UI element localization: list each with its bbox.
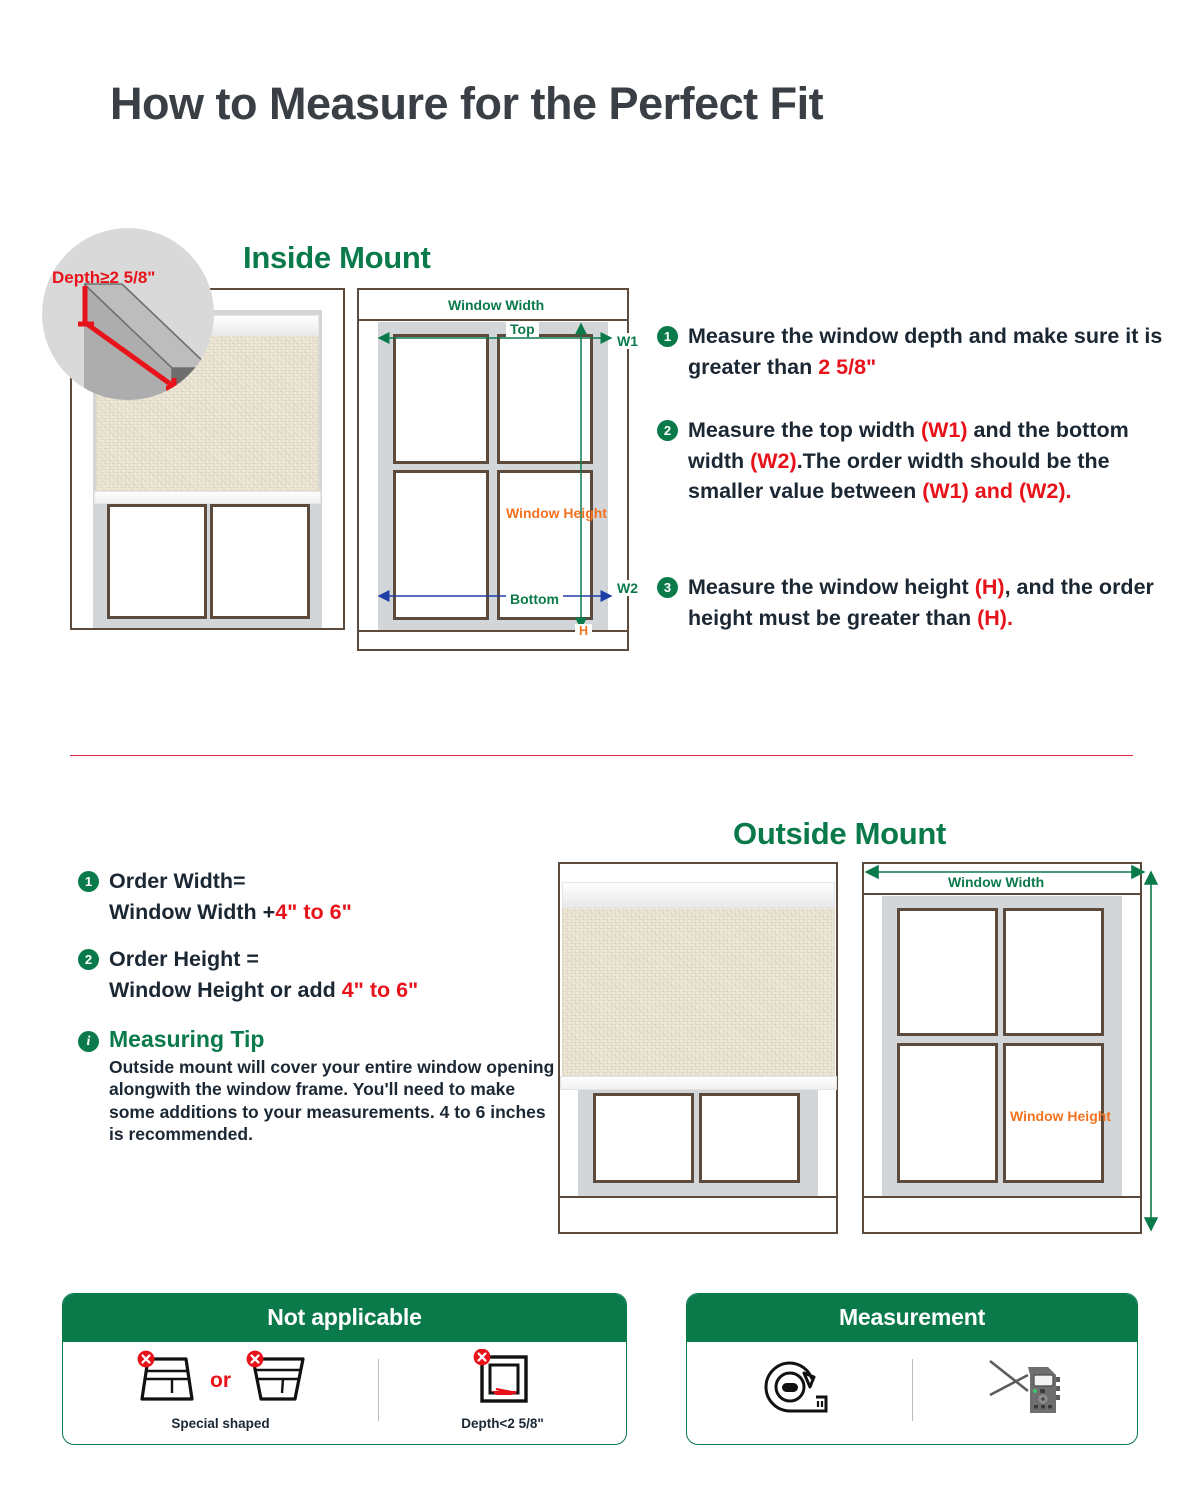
- inside-mount-heading: Inside Mount: [243, 240, 431, 275]
- measuring-tip: [78, 1026, 558, 1146]
- step-text-part: , and the order height must be greater than: [688, 575, 1154, 630]
- depth-callout-label: Depth≥2 5/8": [52, 268, 156, 287]
- step-text-highlight: (W1) and (W2).: [922, 479, 1072, 504]
- tape-measure-icon: [760, 1357, 838, 1424]
- step-text-highlight: 2 5/8": [818, 354, 877, 379]
- step-text-highlight: 4" to 6": [341, 977, 419, 1002]
- outside-step-2: [78, 944, 548, 1005]
- label-w2: W2: [613, 580, 642, 596]
- depth-callout-circle: [42, 228, 214, 400]
- outside-dimension-arrows-svg: [855, 858, 1165, 1243]
- step-text-highlight: 4" to 6": [275, 899, 352, 924]
- label-window-height-inside-text: Window Height: [506, 505, 607, 521]
- page-title: How to Measure for the Perfect Fit: [110, 78, 824, 129]
- step-text-highlight: (H): [974, 575, 1005, 599]
- tip-body: Outside mount will cover your entire window opening alongwith the window frame. You'll need to make some additions to your measurements. 4 to 6 inches is recommended.: [109, 1057, 555, 1145]
- step-badge: 2: [78, 949, 99, 970]
- dimension-arrows-svg: [357, 288, 647, 658]
- step-text: [109, 944, 418, 1005]
- step-text-highlight: (W2): [750, 448, 797, 473]
- step-text-highlight: (H).: [977, 605, 1013, 630]
- step-text-part: Order Width=: [109, 869, 246, 893]
- trapezoid-wide-bottom-blind-icon: [134, 1349, 196, 1412]
- depth-detail-svg: [42, 228, 214, 400]
- step-text-part: Measure the window height: [688, 575, 975, 599]
- inside-step-3: [657, 572, 1182, 633]
- tape-measure-cell: [687, 1342, 912, 1438]
- label-window-width-inside: Window Width: [444, 297, 548, 313]
- step-text-part: Measure the top width: [688, 418, 921, 442]
- label-top: Top: [506, 321, 539, 337]
- label-window-width-outside: Window Width: [944, 874, 1048, 890]
- or-label: or: [210, 1368, 231, 1392]
- step-text-part: .The order width should be the smaller value between: [688, 448, 1110, 504]
- label-h: H: [575, 624, 592, 638]
- step-text-part: Measure the window depth and make sure it is greater than: [688, 324, 1163, 379]
- shade-bottomrail: [560, 1076, 837, 1090]
- outside-step-1: [78, 866, 548, 927]
- laser-measure-cell: [913, 1342, 1138, 1438]
- step-text-part: and the bottom width: [688, 418, 1129, 473]
- measurement-body: [687, 1342, 1137, 1438]
- shade-headrail: [562, 882, 835, 908]
- step-badge: 1: [657, 326, 678, 347]
- tip-title: Measuring Tip: [109, 1026, 265, 1052]
- inside-step-1: [657, 321, 1182, 382]
- step-text-part: Window Width +: [109, 899, 276, 924]
- shade-bottomrail: [94, 491, 321, 504]
- laser-distance-measure-icon: [984, 1355, 1066, 1426]
- step-text: [109, 866, 352, 927]
- shallow-depth-caption: Depth<2 5/8": [461, 1416, 544, 1431]
- step-badge: 2: [657, 420, 678, 441]
- outside-mount-heading: Outside Mount: [733, 816, 947, 851]
- step-badge: 1: [78, 871, 99, 892]
- shade-fabric: [562, 908, 835, 1076]
- shallow-window-depth-icon: [472, 1349, 534, 1412]
- label-window-height-outside: Window Height: [1010, 1108, 1111, 1124]
- step-text-highlight: (W1): [920, 418, 968, 442]
- not-applicable-card: [62, 1293, 627, 1445]
- label-bottom: Bottom: [506, 591, 563, 607]
- step-text: [688, 572, 1182, 633]
- trapezoid-narrow-bottom-blind-icon: [245, 1349, 307, 1412]
- inside-step-2: [657, 415, 1182, 507]
- not-applicable-title: Not applicable: [63, 1294, 626, 1342]
- step-text-part: Window Height or add: [109, 977, 342, 1002]
- section-divider: [70, 755, 1133, 756]
- label-w1: W1: [613, 333, 642, 349]
- special-shaped-caption: Special shaped: [171, 1416, 270, 1431]
- special-shaped-cell: [63, 1342, 378, 1438]
- tip-content: [109, 1026, 558, 1146]
- special-shaped-icons: [134, 1349, 307, 1412]
- label-window-height-inside: [506, 505, 607, 521]
- shallow-depth-cell: [379, 1342, 626, 1438]
- measurement-card: [686, 1293, 1138, 1445]
- step-text: [688, 415, 1182, 507]
- step-text-part: Order Height =: [109, 947, 259, 971]
- step-text: [688, 321, 1182, 382]
- measurement-title: Measurement: [687, 1294, 1137, 1342]
- info-icon: i: [78, 1031, 99, 1052]
- step-badge: 3: [657, 577, 678, 598]
- not-applicable-body: [63, 1342, 626, 1438]
